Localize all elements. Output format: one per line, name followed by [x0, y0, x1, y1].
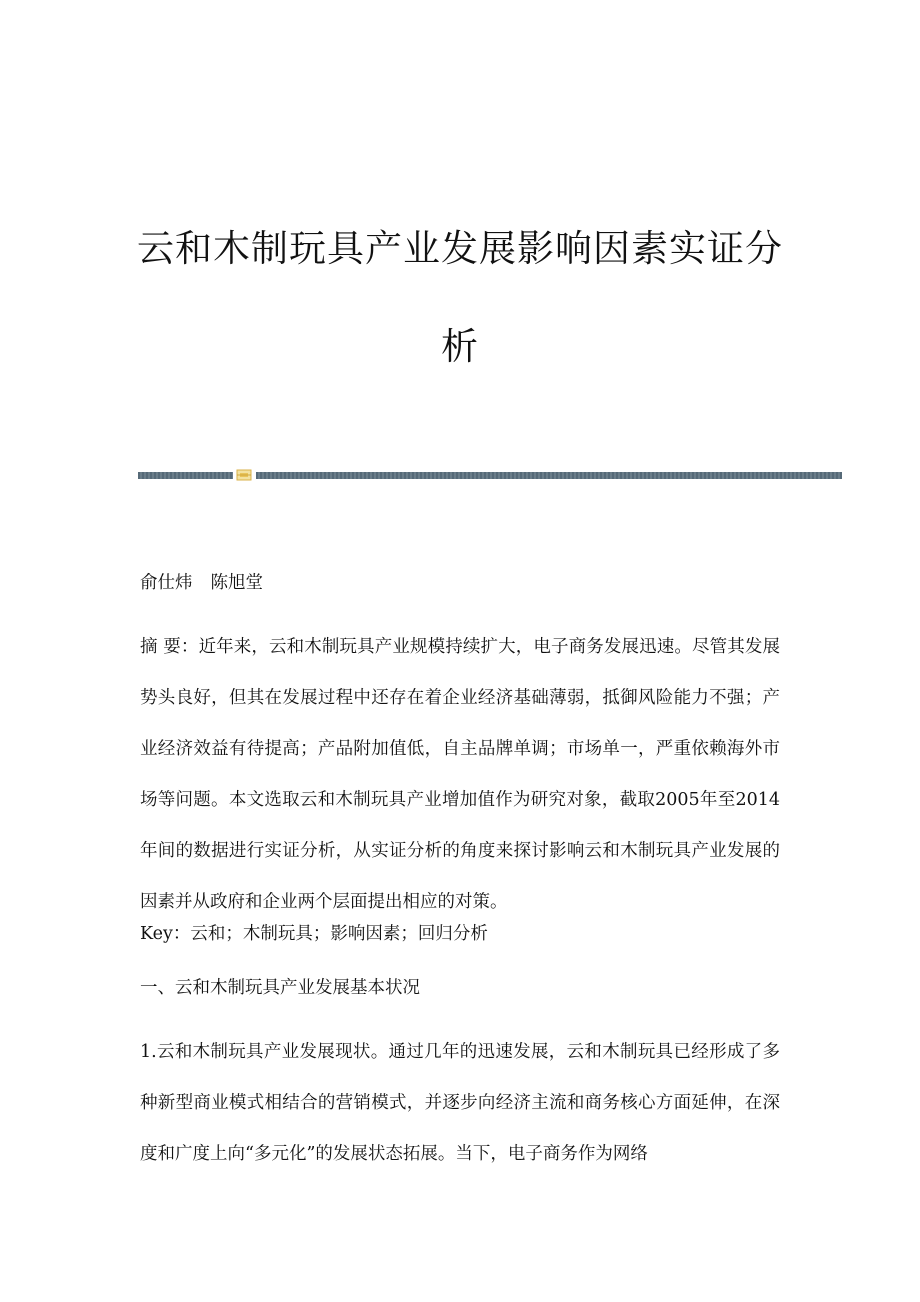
authors: [140, 569, 780, 594]
section-heading: 一、云和木制玩具产业发展基本状况: [140, 978, 420, 998]
abstract-label: 摘 要：: [140, 637, 199, 657]
author-1: 俞仕炜: [140, 573, 193, 593]
document-title-line-1: 云和木制玩具产业发展影响因素实证分: [137, 227, 783, 270]
abstract-text: 近年来，云和木制玩具产业规模持续扩大，电子商务发展迅速。尽管其发展势头良好，但其在发展过程中还存在着企业经济基础薄弱，抵御风险能力不强；产业经济效益有待提高；产品附加值低，自主品牌单调；市场单一，严重依赖海外市场等问题。本文选取云和木制玩具产业增加值作为研究对象，截取2005年至2014年间的数据进行实证分析，从实证分析的角度来探讨影响云和木制玩具产业发展的因素并从政府和企业两个层面提出相应的对策。: [140, 637, 780, 912]
keywords-text: 云和；木制玩具；影响因素；回归分析: [190, 924, 488, 944]
abstract: [140, 622, 780, 928]
divider-ornament-icon: [236, 468, 252, 482]
author-2: 陈旭堂: [210, 573, 263, 593]
divider-bar-right: [256, 472, 842, 479]
divider-bar-left: [138, 472, 233, 479]
document-title-line-2: 析: [441, 325, 479, 368]
keywords-label: Key：: [140, 924, 191, 944]
keywords: [140, 920, 780, 945]
title-divider: [138, 468, 842, 484]
paragraph-1: 1.云和木制玩具产业发展现状。通过几年的迅速发展，云和木制玩具已经形成了多种新型商业模式相结合的营销模式，并逐步向经济主流和商务核心方面延伸，在深度和广度上向“多元化”的发展状态拓展。当下，电子商务作为网络: [140, 1042, 780, 1164]
